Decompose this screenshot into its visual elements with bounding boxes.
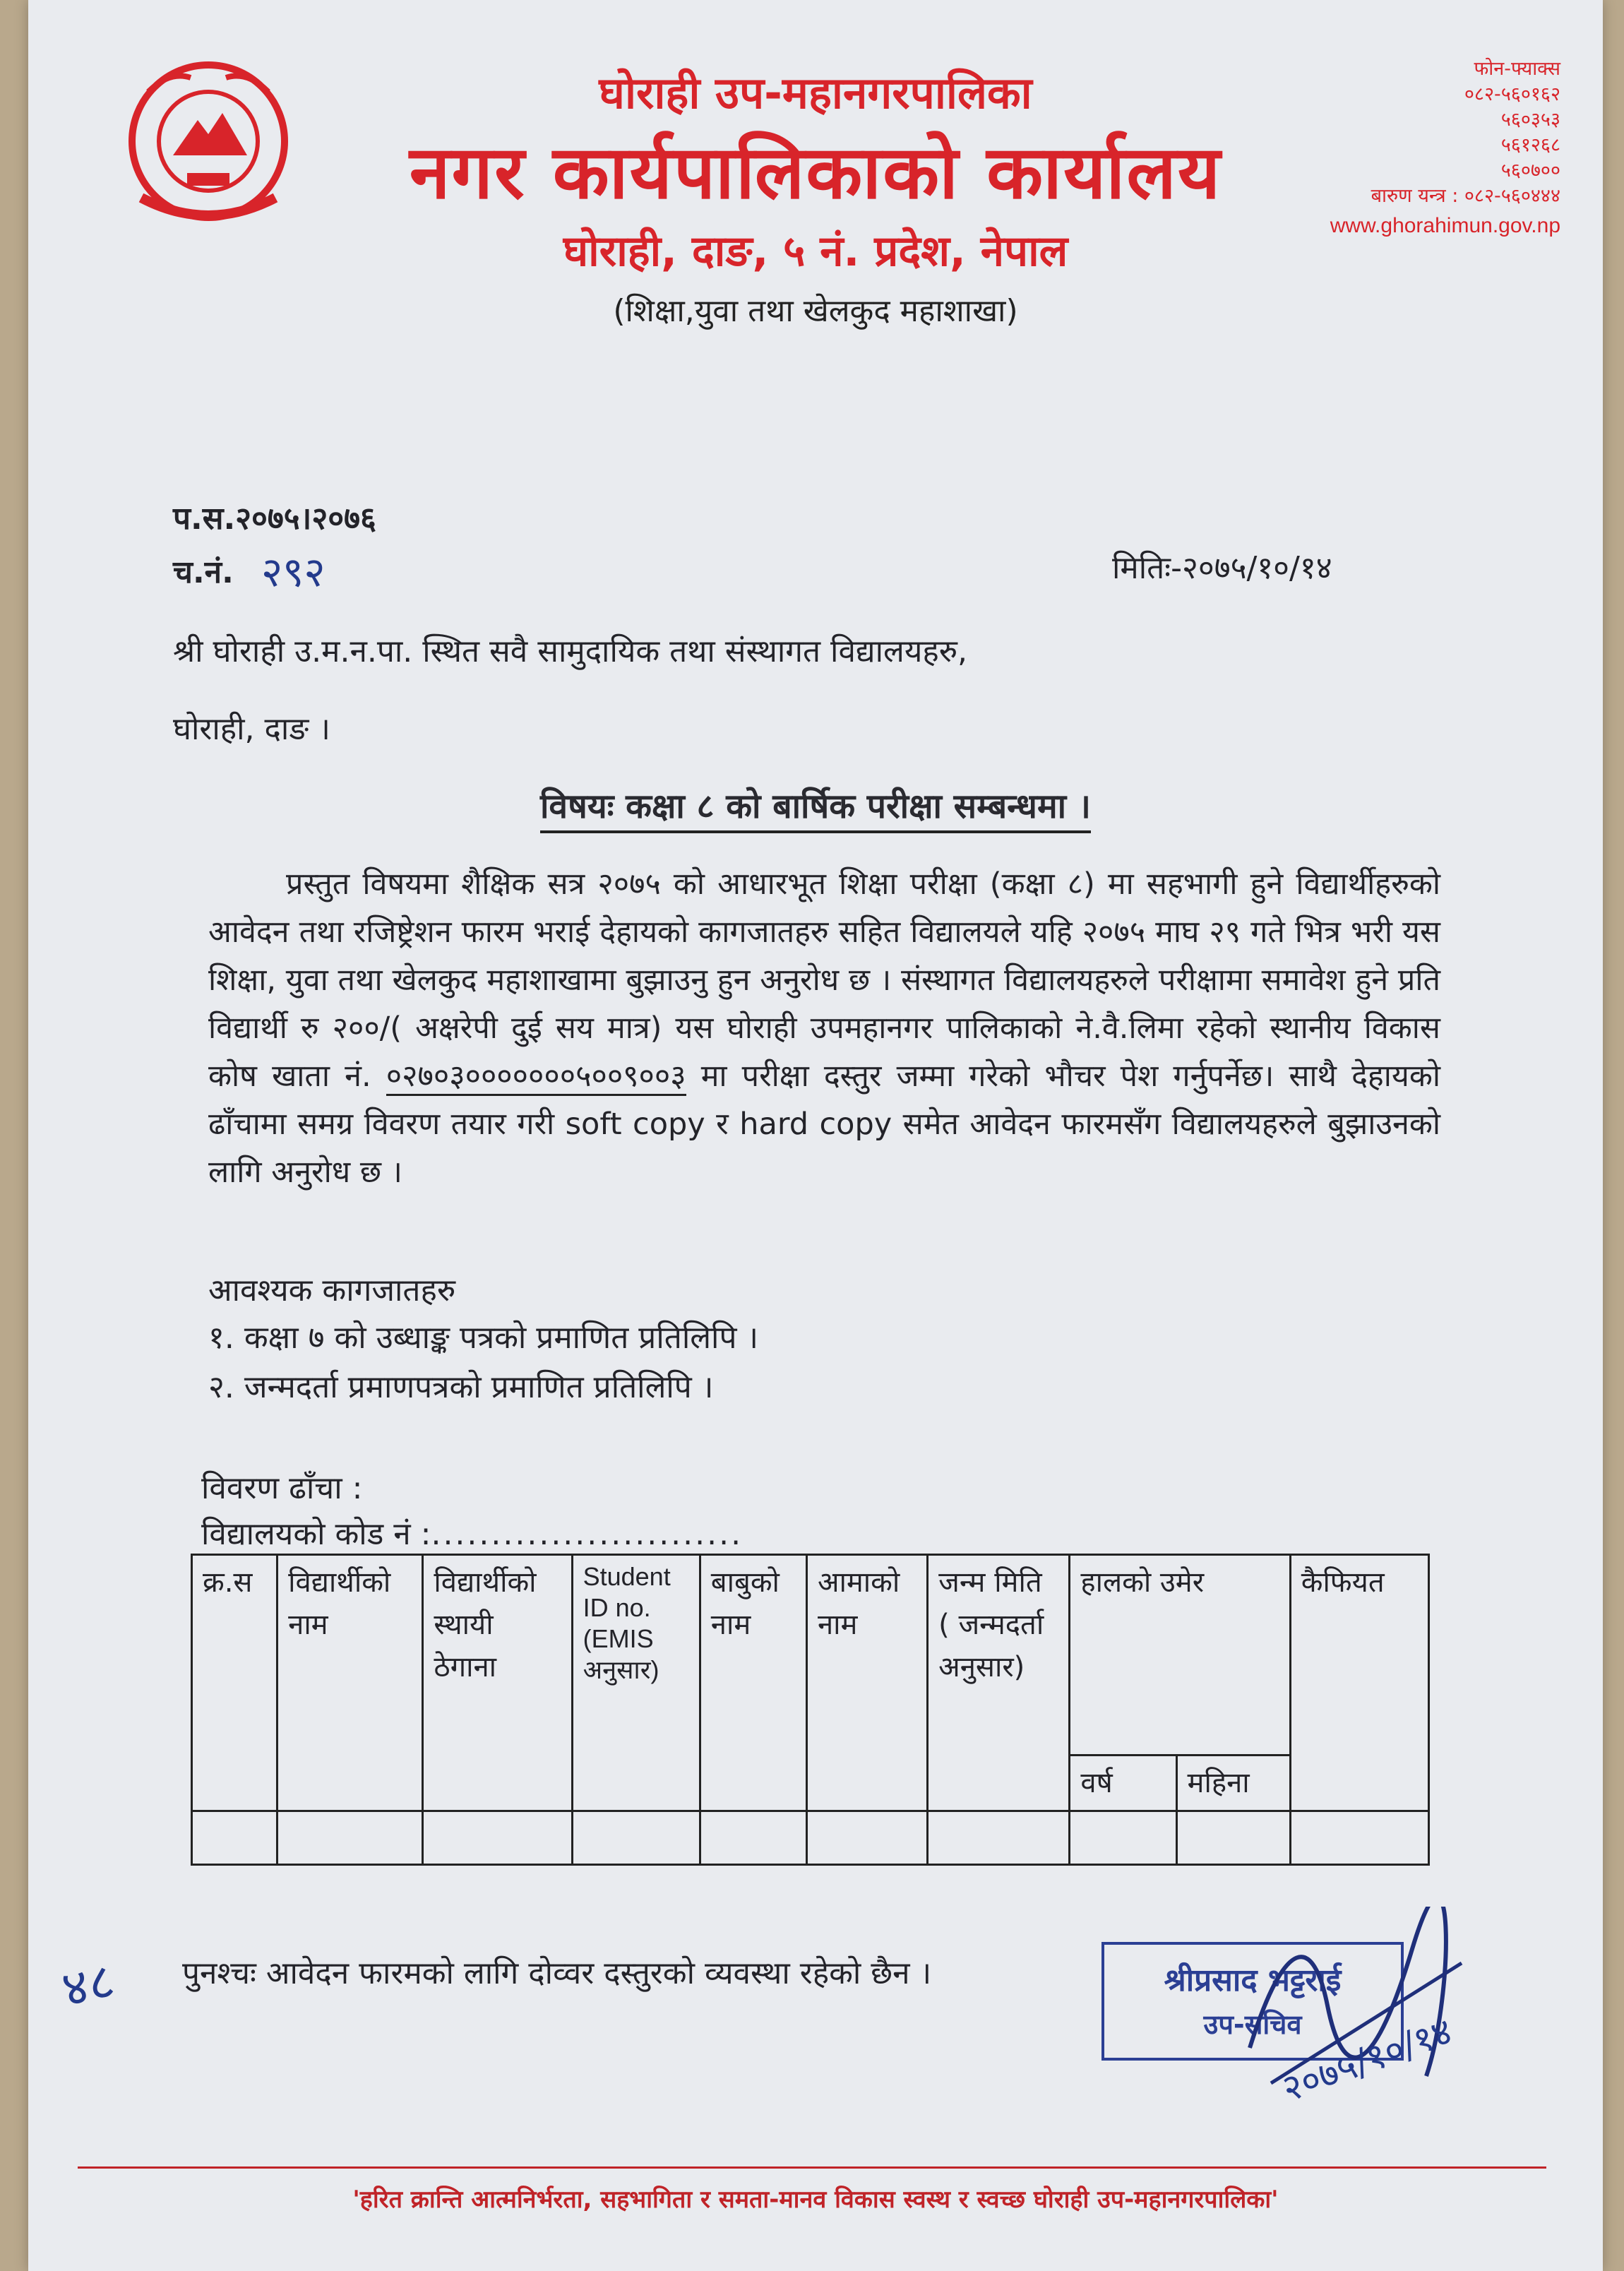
table-cell [1070,1811,1176,1865]
table-cell [423,1811,572,1865]
phone-label: फोन-फ्याक्स [1474,58,1560,80]
phone-1: ०८२-५६०१६२ [1464,83,1560,105]
format-heading: विवरण ढाँचा : [201,1470,363,1506]
header-serial: क्र.स [192,1555,277,1811]
office-address: घोराही, दाङ, ५ नं. प्रदेश, नेपाल [563,227,1068,276]
handwritten-signature [1229,1907,1511,2133]
website-link[interactable]: www.ghorahimun.gov.np [1330,214,1560,237]
postscript: पुनश्चः आवेदन फारमको लागि दोव्वर दस्तुरको व्यवस्था रहेको छैन । [182,1955,932,1991]
table-cell [806,1811,927,1865]
toll-free-number: बारुण यन्त्र : ०८२-५६०४४४ [1371,185,1560,207]
footer-slogan: 'हरित क्रान्ति आत्मनिर्भरता, सहभागिता र समता-मानव विकास स्वस्थ र स्वच्छ घोराही उप-महानगरपालिका' [352,2186,1279,2214]
school-code-field [201,1511,743,1554]
letter-date: मितिः-२०७५/१०/१४ [1112,550,1332,586]
footer-rule [78,2166,1546,2169]
margin-handwritten-note: ४८ [56,1951,120,2019]
header-student-name: विद्यार्थीको नाम [277,1555,423,1811]
letter-page [28,0,1603,2271]
subject-text: विषयः कक्षा ८ को बार्षिक परीक्षा सम्बन्धमा । [540,787,1091,833]
letter-body [208,860,1440,1196]
subject-line [28,782,1603,828]
table-cell [192,1811,277,1865]
table-cell [700,1811,806,1865]
phone-3: ५६१२६८ [1500,134,1560,156]
recipient-line-2: घोराही, दाङ । [173,711,330,747]
header-age-years: वर्ष [1070,1756,1176,1811]
fiscal-year: प.स.२०७५।२०७६ [173,501,376,537]
header-current-age: हालको उमेर [1070,1555,1290,1756]
phone-2: ५६०३५३ [1500,109,1560,131]
table-cell [277,1811,423,1865]
recipient-line-1: श्री घोराही उ.म.न.पा. स्थित सवै सामुदायिक तथा संस्थागत विद्यालयहरु, [173,633,968,669]
contact-block [1330,56,1560,239]
header-mother-name: आमाको नाम [806,1555,927,1811]
body-text-part-1: प्रस्तुत विषयमा शैक्षिक सत्र २०७५ को आधारभूत शिक्षा परीक्षा (कक्षा ८) मा सहभागी हुने विद्यार्थीहरुको आवेदन तथा रजिष्ट्रेशन फारम भराई देहायको कागजातहरु सहित विद्यालयले यहि २०७५ माघ २९ गते भित्र भरी यस शिक्षा, युवा तथा खेलकुद महाशाखामा बुझाउनु हुन अनुरोध छ । संस्थागत विद्यालयहरुले परीक्षामा समावेश हुने प्रति विद्यार्थी रु २००/( अक्षरेपी दुई सय मात्र) यस घोराही उपमहानगर पालिकाको ने.वै.लिमा रहेको स्थानीय विकास कोष खाता नं. [208,866,1440,1094]
dispatch-label: च.नं. [173,554,234,590]
school-code-label: विद्यालयको कोड नं : [201,1516,431,1552]
documents-heading: आवश्यक कागजातहरु [208,1272,456,1309]
table-cell [1176,1811,1290,1865]
signatory-name: श्रीप्रसाद भट्टराई [1164,1962,1342,1998]
header-birth-date: जन्म मिति ( जन्मदर्ता अनुसार) [928,1555,1070,1811]
document-item-1: १. कक्षा ७ को उब्धाङ्क पत्रको प्रमाणित प्रतिलिपि । [208,1320,759,1356]
account-number: ०२७०३०००००००५००९००३ [386,1059,686,1096]
header-student-id: Student ID no. (EMIS अनुसार) [572,1555,700,1811]
school-code-blank: .......................... [431,1516,744,1552]
division-name: (शिक्षा,युवा तथा खेलकुद महाशाखा) [613,293,1018,329]
table-header-row [192,1555,1429,1756]
phone-4: ५६०७०० [1500,160,1560,181]
table-cell [928,1811,1070,1865]
header-age-months: महिना [1176,1756,1290,1811]
header-address: विद्यार्थीको स्थायी ठेगाना [423,1555,572,1811]
office-name: नगर कार्यपालिकाको कार्यालय [409,129,1222,215]
municipality-name: घोराही उप-महानगरपालिका [599,67,1032,119]
header-remarks: कैफियत [1290,1555,1428,1811]
header-father-name: बाबुको नाम [700,1555,806,1811]
table-cell [1290,1811,1428,1865]
table-cell [572,1811,700,1865]
signatory-title: उप-सचिव [1203,2009,1302,2040]
student-details-table [191,1554,1430,1866]
table-row [192,1811,1429,1865]
signature-date: २०७५/१०/१४ [1277,2010,1458,2111]
body-text-part-2: मा परीक्षा दस्तुर जम्मा गरेको भौचर पेश गर्नुपर्नेछ। साथै देहायको ढाँचामा समग्र विवरण तयार गरी soft copy र hard copy समेत आवेदन फारमसँग विद्यालयहरुले बुझाउनको लागि अनुरोध छ । [208,1059,1440,1190]
document-item-2: २. जन्मदर्ता प्रमाणपत्रको प्रमाणित प्रतिलिपि । [208,1369,714,1405]
dispatch-number: २९२ [261,548,326,596]
